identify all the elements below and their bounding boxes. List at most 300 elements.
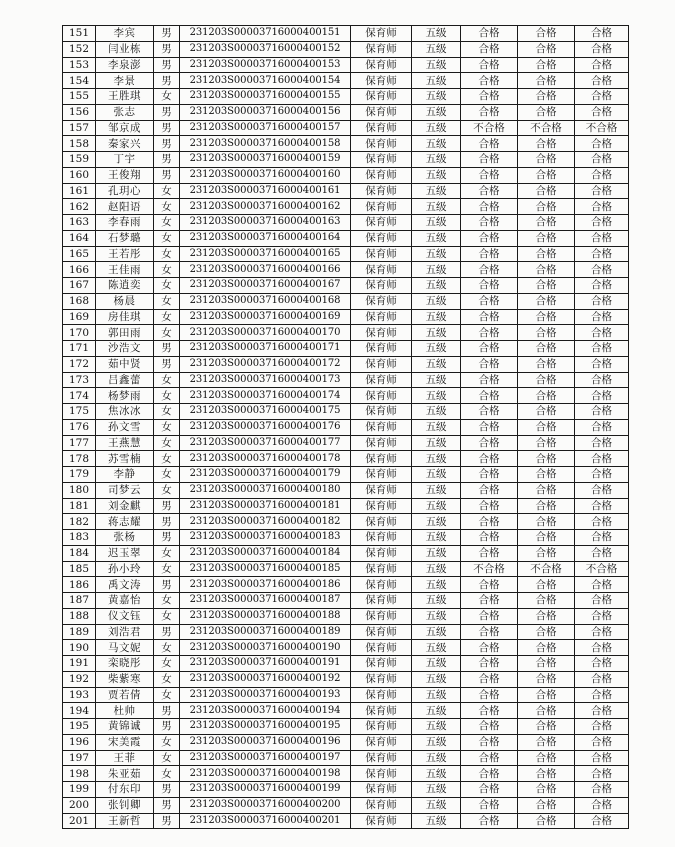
candidate-name-cell: 吕鑫蕾 xyxy=(96,372,154,388)
results-table-body xyxy=(63,26,629,829)
candidate-gender-cell: 女 xyxy=(154,687,180,703)
result-overall-cell: 合格 xyxy=(575,372,629,388)
row-number-cell: 162 xyxy=(63,199,96,215)
result-practical-cell: 合格 xyxy=(518,545,575,561)
certificate-number-cell: 231203S00003716000400159 xyxy=(180,152,351,168)
row-number-cell: 158 xyxy=(63,136,96,152)
row-number-cell: 160 xyxy=(63,167,96,183)
skill-level-cell: 五级 xyxy=(412,640,461,656)
row-number-cell: 177 xyxy=(63,435,96,451)
skill-level-cell: 五级 xyxy=(412,388,461,404)
skill-level-cell: 五级 xyxy=(412,183,461,199)
skill-level-cell: 五级 xyxy=(412,356,461,372)
candidate-name-cell: 李宾 xyxy=(96,26,154,42)
candidate-name-cell: 黄嘉怡 xyxy=(96,593,154,609)
result-practical-cell: 合格 xyxy=(518,482,575,498)
result-overall-cell: 合格 xyxy=(575,325,629,341)
candidate-name-cell: 柴紫寒 xyxy=(96,671,154,687)
skill-level-cell: 五级 xyxy=(412,404,461,420)
certificate-number-cell: 231203S00003716000400170 xyxy=(180,325,351,341)
result-theory-cell: 合格 xyxy=(461,183,518,199)
table-row xyxy=(63,435,629,451)
candidate-gender-cell: 男 xyxy=(154,136,180,152)
result-overall-cell: 合格 xyxy=(575,703,629,719)
row-number-cell: 165 xyxy=(63,246,96,262)
certificate-number-cell: 231203S00003716000400154 xyxy=(180,73,351,89)
candidate-name-cell: 焦冰冰 xyxy=(96,404,154,420)
result-overall-cell: 合格 xyxy=(575,26,629,42)
row-number-cell: 190 xyxy=(63,640,96,656)
candidate-gender-cell: 女 xyxy=(154,482,180,498)
result-overall-cell: 合格 xyxy=(575,167,629,183)
table-row xyxy=(63,309,629,325)
skill-level-cell: 五级 xyxy=(412,467,461,483)
result-practical-cell: 合格 xyxy=(518,26,575,42)
certificate-number-cell: 231203S00003716000400195 xyxy=(180,719,351,735)
occupation-cell: 保育师 xyxy=(351,419,412,435)
candidate-gender-cell: 男 xyxy=(154,152,180,168)
candidate-gender-cell: 女 xyxy=(154,215,180,231)
occupation-cell: 保育师 xyxy=(351,482,412,498)
row-number-cell: 164 xyxy=(63,230,96,246)
row-number-cell: 194 xyxy=(63,703,96,719)
skill-level-cell: 五级 xyxy=(412,199,461,215)
row-number-cell: 151 xyxy=(63,26,96,42)
row-number-cell: 157 xyxy=(63,120,96,136)
skill-level-cell: 五级 xyxy=(412,57,461,73)
result-overall-cell: 合格 xyxy=(575,152,629,168)
certificate-number-cell: 231203S00003716000400156 xyxy=(180,104,351,120)
occupation-cell: 保育师 xyxy=(351,41,412,57)
occupation-cell: 保育师 xyxy=(351,640,412,656)
table-row xyxy=(63,89,629,105)
candidate-gender-cell: 男 xyxy=(154,797,180,813)
occupation-cell: 保育师 xyxy=(351,136,412,152)
candidate-gender-cell: 男 xyxy=(154,624,180,640)
skill-level-cell: 五级 xyxy=(412,372,461,388)
result-overall-cell: 合格 xyxy=(575,545,629,561)
candidate-gender-cell: 女 xyxy=(154,656,180,672)
certificate-number-cell: 231203S00003716000400200 xyxy=(180,797,351,813)
occupation-cell: 保育师 xyxy=(351,545,412,561)
result-theory-cell: 合格 xyxy=(461,608,518,624)
occupation-cell: 保育师 xyxy=(351,341,412,357)
result-theory-cell: 合格 xyxy=(461,41,518,57)
certificate-number-cell: 231203S00003716000400187 xyxy=(180,593,351,609)
candidate-gender-cell: 女 xyxy=(154,388,180,404)
table-row xyxy=(63,419,629,435)
skill-level-cell: 五级 xyxy=(412,152,461,168)
result-overall-cell: 合格 xyxy=(575,719,629,735)
certificate-number-cell: 231203S00003716000400155 xyxy=(180,89,351,105)
candidate-gender-cell: 女 xyxy=(154,419,180,435)
skill-level-cell: 五级 xyxy=(412,530,461,546)
candidate-name-cell: 朱亚茹 xyxy=(96,766,154,782)
result-practical-cell: 合格 xyxy=(518,766,575,782)
result-overall-cell: 合格 xyxy=(575,498,629,514)
candidate-name-cell: 李景 xyxy=(96,73,154,89)
row-number-cell: 180 xyxy=(63,482,96,498)
certificate-number-cell: 231203S00003716000400172 xyxy=(180,356,351,372)
occupation-cell: 保育师 xyxy=(351,167,412,183)
result-practical-cell: 合格 xyxy=(518,309,575,325)
occupation-cell: 保育师 xyxy=(351,57,412,73)
result-theory-cell: 合格 xyxy=(461,624,518,640)
result-practical-cell: 合格 xyxy=(518,388,575,404)
result-theory-cell: 合格 xyxy=(461,215,518,231)
skill-level-cell: 五级 xyxy=(412,671,461,687)
result-overall-cell: 不合格 xyxy=(575,120,629,136)
occupation-cell: 保育师 xyxy=(351,120,412,136)
occupation-cell: 保育师 xyxy=(351,530,412,546)
skill-level-cell: 五级 xyxy=(412,687,461,703)
result-overall-cell: 合格 xyxy=(575,215,629,231)
candidate-name-cell: 刘浩君 xyxy=(96,624,154,640)
result-practical-cell: 不合格 xyxy=(518,561,575,577)
row-number-cell: 189 xyxy=(63,624,96,640)
result-practical-cell: 合格 xyxy=(518,435,575,451)
certificate-number-cell: 231203S00003716000400201 xyxy=(180,813,351,829)
candidate-name-cell: 张钊卿 xyxy=(96,797,154,813)
result-overall-cell: 合格 xyxy=(575,451,629,467)
occupation-cell: 保育师 xyxy=(351,577,412,593)
result-practical-cell: 合格 xyxy=(518,262,575,278)
candidate-gender-cell: 女 xyxy=(154,451,180,467)
table-row xyxy=(63,199,629,215)
result-theory-cell: 合格 xyxy=(461,593,518,609)
candidate-name-cell: 杨梦雨 xyxy=(96,388,154,404)
table-row xyxy=(63,498,629,514)
candidate-gender-cell: 男 xyxy=(154,57,180,73)
row-number-cell: 198 xyxy=(63,766,96,782)
skill-level-cell: 五级 xyxy=(412,435,461,451)
candidate-gender-cell: 男 xyxy=(154,514,180,530)
result-practical-cell: 合格 xyxy=(518,57,575,73)
skill-level-cell: 五级 xyxy=(412,608,461,624)
candidate-gender-cell: 女 xyxy=(154,199,180,215)
certificate-number-cell: 231203S00003716000400178 xyxy=(180,451,351,467)
result-theory-cell: 合格 xyxy=(461,577,518,593)
table-row xyxy=(63,152,629,168)
occupation-cell: 保育师 xyxy=(351,404,412,420)
skill-level-cell: 五级 xyxy=(412,703,461,719)
skill-level-cell: 五级 xyxy=(412,577,461,593)
result-theory-cell: 合格 xyxy=(461,435,518,451)
certificate-number-cell: 231203S00003716000400184 xyxy=(180,545,351,561)
result-theory-cell: 合格 xyxy=(461,26,518,42)
result-overall-cell: 合格 xyxy=(575,230,629,246)
result-overall-cell: 合格 xyxy=(575,278,629,294)
candidate-gender-cell: 女 xyxy=(154,608,180,624)
result-practical-cell: 合格 xyxy=(518,514,575,530)
certificate-number-cell: 231203S00003716000400192 xyxy=(180,671,351,687)
candidate-gender-cell: 女 xyxy=(154,293,180,309)
candidate-name-cell: 王俊翔 xyxy=(96,167,154,183)
result-theory-cell: 合格 xyxy=(461,734,518,750)
occupation-cell: 保育师 xyxy=(351,152,412,168)
occupation-cell: 保育师 xyxy=(351,262,412,278)
candidate-name-cell: 张杨 xyxy=(96,530,154,546)
candidate-gender-cell: 女 xyxy=(154,325,180,341)
candidate-name-cell: 王燕慧 xyxy=(96,435,154,451)
skill-level-cell: 五级 xyxy=(412,482,461,498)
candidate-gender-cell: 男 xyxy=(154,719,180,735)
result-practical-cell: 合格 xyxy=(518,199,575,215)
candidate-name-cell: 张志 xyxy=(96,104,154,120)
row-number-cell: 184 xyxy=(63,545,96,561)
skill-level-cell: 五级 xyxy=(412,230,461,246)
result-practical-cell: 合格 xyxy=(518,640,575,656)
result-overall-cell: 合格 xyxy=(575,640,629,656)
table-row xyxy=(63,136,629,152)
result-practical-cell: 合格 xyxy=(518,608,575,624)
result-theory-cell: 合格 xyxy=(461,325,518,341)
table-row xyxy=(63,593,629,609)
result-overall-cell: 合格 xyxy=(575,183,629,199)
table-row xyxy=(63,671,629,687)
result-theory-cell: 合格 xyxy=(461,404,518,420)
row-number-cell: 182 xyxy=(63,514,96,530)
result-overall-cell: 合格 xyxy=(575,514,629,530)
occupation-cell: 保育师 xyxy=(351,183,412,199)
candidate-name-cell: 杨晨 xyxy=(96,293,154,309)
occupation-cell: 保育师 xyxy=(351,514,412,530)
result-theory-cell: 合格 xyxy=(461,514,518,530)
table-row xyxy=(63,372,629,388)
certificate-number-cell: 231203S000037160004001​51 xyxy=(180,26,351,42)
skill-level-cell: 五级 xyxy=(412,325,461,341)
certificate-number-cell: 231203S00003716000400194 xyxy=(180,703,351,719)
result-practical-cell: 合格 xyxy=(518,278,575,294)
row-number-cell: 163 xyxy=(63,215,96,231)
skill-level-cell: 五级 xyxy=(412,451,461,467)
candidate-gender-cell: 男 xyxy=(154,530,180,546)
candidate-gender-cell: 男 xyxy=(154,341,180,357)
candidate-gender-cell: 女 xyxy=(154,246,180,262)
skill-level-cell: 五级 xyxy=(412,797,461,813)
result-overall-cell: 不合格 xyxy=(575,561,629,577)
row-number-cell: 154 xyxy=(63,73,96,89)
occupation-cell: 保育师 xyxy=(351,750,412,766)
candidate-name-cell: 孔玥心 xyxy=(96,183,154,199)
result-practical-cell: 合格 xyxy=(518,782,575,798)
occupation-cell: 保育师 xyxy=(351,734,412,750)
result-theory-cell: 不合格 xyxy=(461,561,518,577)
candidate-gender-cell: 男 xyxy=(154,356,180,372)
candidate-name-cell: 邹京成 xyxy=(96,120,154,136)
result-overall-cell: 合格 xyxy=(575,671,629,687)
skill-level-cell: 五级 xyxy=(412,782,461,798)
certificate-number-cell: 231203S00003716000400152 xyxy=(180,41,351,57)
candidate-gender-cell: 女 xyxy=(154,545,180,561)
result-overall-cell: 合格 xyxy=(575,136,629,152)
table-row xyxy=(63,608,629,624)
result-overall-cell: 合格 xyxy=(575,57,629,73)
candidate-name-cell: 沙浩文 xyxy=(96,341,154,357)
table-row xyxy=(63,545,629,561)
table-row xyxy=(63,750,629,766)
occupation-cell: 保育师 xyxy=(351,703,412,719)
certificate-number-cell: 231203S00003716000400180 xyxy=(180,482,351,498)
row-number-cell: 185 xyxy=(63,561,96,577)
row-number-cell: 172 xyxy=(63,356,96,372)
skill-level-cell: 五级 xyxy=(412,215,461,231)
result-practical-cell: 合格 xyxy=(518,73,575,89)
candidate-gender-cell: 男 xyxy=(154,782,180,798)
table-row xyxy=(63,687,629,703)
candidate-name-cell: 司梦云 xyxy=(96,482,154,498)
table-row xyxy=(63,734,629,750)
result-overall-cell: 合格 xyxy=(575,624,629,640)
result-theory-cell: 合格 xyxy=(461,199,518,215)
skill-level-cell: 五级 xyxy=(412,278,461,294)
occupation-cell: 保育师 xyxy=(351,26,412,42)
candidate-name-cell: 陈逍奕 xyxy=(96,278,154,294)
skill-level-cell: 五级 xyxy=(412,734,461,750)
candidate-name-cell: 李静 xyxy=(96,467,154,483)
result-theory-cell: 合格 xyxy=(461,797,518,813)
certificate-number-cell: 231203S00003716000400193 xyxy=(180,687,351,703)
table-row xyxy=(63,703,629,719)
occupation-cell: 保育师 xyxy=(351,813,412,829)
table-row xyxy=(63,57,629,73)
certificate-number-cell: 231203S00003716000400183 xyxy=(180,530,351,546)
candidate-name-cell: 迟玉翠 xyxy=(96,545,154,561)
table-row xyxy=(63,404,629,420)
skill-level-cell: 五级 xyxy=(412,545,461,561)
skill-level-cell: 五级 xyxy=(412,766,461,782)
result-practical-cell: 合格 xyxy=(518,451,575,467)
skill-level-cell: 五级 xyxy=(412,419,461,435)
certificate-number-cell: 231203S00003716000400186 xyxy=(180,577,351,593)
table-row xyxy=(63,120,629,136)
row-number-cell: 196 xyxy=(63,734,96,750)
result-theory-cell: 合格 xyxy=(461,467,518,483)
result-overall-cell: 合格 xyxy=(575,734,629,750)
skill-level-cell: 五级 xyxy=(412,293,461,309)
result-practical-cell: 合格 xyxy=(518,734,575,750)
certificate-number-cell: 231203S00003716000400165 xyxy=(180,246,351,262)
row-number-cell: 176 xyxy=(63,419,96,435)
result-practical-cell: 合格 xyxy=(518,419,575,435)
row-number-cell: 152 xyxy=(63,41,96,57)
result-theory-cell: 合格 xyxy=(461,309,518,325)
certificate-number-cell: 231203S00003716000400188 xyxy=(180,608,351,624)
result-theory-cell: 合格 xyxy=(461,104,518,120)
occupation-cell: 保育师 xyxy=(351,719,412,735)
certificate-number-cell: 231203S00003716000400162 xyxy=(180,199,351,215)
result-overall-cell: 合格 xyxy=(575,782,629,798)
result-overall-cell: 合格 xyxy=(575,482,629,498)
result-practical-cell: 不合格 xyxy=(518,120,575,136)
occupation-cell: 保育师 xyxy=(351,498,412,514)
occupation-cell: 保育师 xyxy=(351,246,412,262)
result-theory-cell: 合格 xyxy=(461,640,518,656)
table-row xyxy=(63,26,629,42)
candidate-gender-cell: 女 xyxy=(154,750,180,766)
result-practical-cell: 合格 xyxy=(518,404,575,420)
result-practical-cell: 合格 xyxy=(518,703,575,719)
occupation-cell: 保育师 xyxy=(351,372,412,388)
result-overall-cell: 合格 xyxy=(575,419,629,435)
certificate-number-cell: 231203S00003716000400174 xyxy=(180,388,351,404)
result-practical-cell: 合格 xyxy=(518,577,575,593)
candidate-name-cell: 付东印 xyxy=(96,782,154,798)
table-row xyxy=(63,183,629,199)
candidate-gender-cell: 男 xyxy=(154,703,180,719)
result-practical-cell: 合格 xyxy=(518,624,575,640)
candidate-name-cell: 赵阳语 xyxy=(96,199,154,215)
skill-level-cell: 五级 xyxy=(412,262,461,278)
table-row xyxy=(63,624,629,640)
occupation-cell: 保育师 xyxy=(351,593,412,609)
occupation-cell: 保育师 xyxy=(351,467,412,483)
result-practical-cell: 合格 xyxy=(518,136,575,152)
row-number-cell: 167 xyxy=(63,278,96,294)
candidate-gender-cell: 女 xyxy=(154,262,180,278)
table-row xyxy=(63,797,629,813)
skill-level-cell: 五级 xyxy=(412,624,461,640)
result-practical-cell: 合格 xyxy=(518,104,575,120)
result-practical-cell: 合格 xyxy=(518,230,575,246)
row-number-cell: 171 xyxy=(63,341,96,357)
table-row xyxy=(63,766,629,782)
candidate-gender-cell: 男 xyxy=(154,577,180,593)
result-theory-cell: 合格 xyxy=(461,656,518,672)
candidate-name-cell: 孙小玲 xyxy=(96,561,154,577)
table-row xyxy=(63,246,629,262)
certificate-number-cell: 231203S00003716000400181 xyxy=(180,498,351,514)
result-theory-cell: 合格 xyxy=(461,419,518,435)
result-theory-cell: 合格 xyxy=(461,813,518,829)
candidate-name-cell: 孙文雪 xyxy=(96,419,154,435)
row-number-cell: 200 xyxy=(63,797,96,813)
results-table xyxy=(62,25,629,829)
result-practical-cell: 合格 xyxy=(518,215,575,231)
candidate-name-cell: 宋美霞 xyxy=(96,734,154,750)
table-row xyxy=(63,278,629,294)
certificate-number-cell: 231203S00003716000400177 xyxy=(180,435,351,451)
table-row xyxy=(63,577,629,593)
candidate-name-cell: 栾晓彤 xyxy=(96,656,154,672)
result-theory-cell: 合格 xyxy=(461,278,518,294)
result-overall-cell: 合格 xyxy=(575,293,629,309)
candidate-name-cell: 王菲 xyxy=(96,750,154,766)
candidate-name-cell: 王若彤 xyxy=(96,246,154,262)
result-theory-cell: 合格 xyxy=(461,766,518,782)
result-overall-cell: 合格 xyxy=(575,246,629,262)
candidate-gender-cell: 女 xyxy=(154,766,180,782)
candidate-gender-cell: 女 xyxy=(154,734,180,750)
result-overall-cell: 合格 xyxy=(575,309,629,325)
result-practical-cell: 合格 xyxy=(518,41,575,57)
result-theory-cell: 合格 xyxy=(461,530,518,546)
row-number-cell: 175 xyxy=(63,404,96,420)
row-number-cell: 153 xyxy=(63,57,96,73)
candidate-gender-cell: 女 xyxy=(154,89,180,105)
candidate-gender-cell: 男 xyxy=(154,498,180,514)
certificate-number-cell: 231203S00003716000400166 xyxy=(180,262,351,278)
result-practical-cell: 合格 xyxy=(518,152,575,168)
certificate-number-cell: 231203S00003716000400176 xyxy=(180,419,351,435)
skill-level-cell: 五级 xyxy=(412,104,461,120)
candidate-gender-cell: 女 xyxy=(154,671,180,687)
row-number-cell: 183 xyxy=(63,530,96,546)
result-overall-cell: 合格 xyxy=(575,766,629,782)
skill-level-cell: 五级 xyxy=(412,73,461,89)
row-number-cell: 174 xyxy=(63,388,96,404)
row-number-cell: 193 xyxy=(63,687,96,703)
